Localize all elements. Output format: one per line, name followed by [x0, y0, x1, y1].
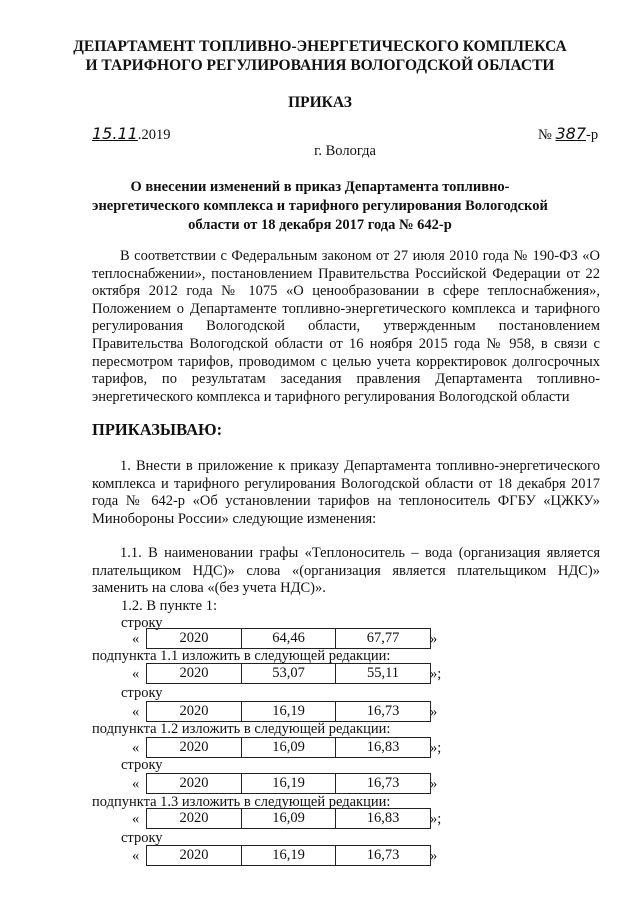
value-cell: 16,73	[336, 774, 431, 794]
item-1-2: 1.2. В пункте 1:	[121, 598, 217, 614]
year-cell: 2020	[147, 774, 242, 794]
handwritten-date: 15.11	[92, 124, 138, 143]
value-cell: 16,83	[336, 738, 431, 758]
close-quote: »;	[430, 740, 442, 756]
table-row	[147, 738, 431, 758]
order-date	[92, 124, 170, 144]
value-cell: 16,09	[242, 809, 336, 829]
number-prefix: №	[538, 127, 552, 143]
open-quote: «	[132, 740, 140, 756]
value-cell: 16,19	[242, 846, 336, 866]
value-cell: 53,07	[242, 664, 336, 684]
value-cell: 55,11	[336, 664, 431, 684]
order-word: ПРИКАЗЫВАЮ:	[92, 420, 223, 439]
rate-table	[146, 773, 431, 794]
value-cell: 16,19	[242, 774, 336, 794]
open-quote: «	[132, 704, 140, 720]
year-cell: 2020	[147, 629, 242, 649]
value-cell: 64,46	[242, 629, 336, 649]
item-1: 1. Внести в приложение к приказу Департамента топливно-энергетического комплекса и тарифного регулирования Вологодской области от 18 декабря 2017 года № 642-р «Об установлении тарифов на теплоноситель ФГБУ «ЦЖКУ» Минобороны России» следующие изменения:	[92, 458, 600, 527]
rate-table	[146, 701, 431, 722]
label-stroku: строку	[121, 615, 163, 631]
table-row	[147, 664, 431, 684]
open-quote: «	[132, 848, 140, 864]
close-quote: »	[430, 776, 438, 792]
year-cell: 2020	[147, 738, 242, 758]
value-cell: 16,73	[336, 702, 431, 722]
close-quote: »	[430, 848, 438, 864]
rate-table	[146, 737, 431, 758]
number-suffix: -р	[586, 127, 599, 143]
value-cell: 16,73	[336, 846, 431, 866]
label-stroku: строку	[121, 757, 163, 773]
open-quote: «	[132, 666, 140, 682]
close-quote: »;	[430, 811, 442, 827]
preamble-paragraph: В соответствии с Федеральным законом от 27 июля 2010 года № 190-ФЗ «О теплоснабжении», постановлением Правительства Российской Федерации от 22 октября 2012 года № 1075 «О ценообразовании в сфере теплоснабжения», Положением о Департаменте топливно-энергетического комплекса и тарифного регулирования Вологодской области, утвержденным постановлением Правительства Вологодской области от 16 ноября 2015 года № 958, в связи с пересмотром тарифов, проводимом с целью учета корректировок долгосрочных тарифов, по результатам заседания правления Департамента топливно-энергетического комплекса и тарифного регулирования Вологодской области	[92, 248, 600, 405]
close-quote: »;	[430, 666, 442, 682]
label-subitem-1-1: подпункта 1.1 изложить в следующей редакции:	[92, 648, 391, 664]
rate-table	[146, 663, 431, 684]
department-title-line-2: И ТАРИФНОГО РЕГУЛИРОВАНИЯ ВОЛОГОДСКОЙ ОБЛАСТИ	[85, 57, 555, 74]
rate-table	[146, 808, 431, 829]
open-quote: «	[132, 811, 140, 827]
year-cell: 2020	[147, 846, 242, 866]
year-cell: 2020	[147, 809, 242, 829]
table-row	[147, 809, 431, 829]
open-quote: «	[132, 776, 140, 792]
close-quote: »	[430, 631, 438, 647]
value-cell: 16,09	[242, 738, 336, 758]
label-subitem-1-3: подпункта 1.3 изложить в следующей редакции:	[92, 794, 391, 810]
order-subject: О внесении изменений в приказ Департамента топливно-энергетического комплекса и тарифного регулирования Вологодской области от 18 декабря 2017 года № 642-р	[92, 179, 548, 233]
close-quote: »	[430, 704, 438, 720]
value-cell: 16,83	[336, 809, 431, 829]
table-row	[147, 774, 431, 794]
document-type: ПРИКАЗ	[288, 94, 352, 111]
rate-table	[146, 845, 431, 866]
order-number	[538, 124, 598, 144]
rate-table	[146, 628, 431, 649]
handwritten-number: 387	[555, 124, 587, 143]
year-cell: 2020	[147, 702, 242, 722]
year-cell: 2020	[147, 664, 242, 684]
date-year: .2019	[137, 127, 171, 143]
table-row	[147, 702, 431, 722]
table-row	[147, 846, 431, 866]
label-stroku: строку	[121, 830, 163, 846]
value-cell: 67,77	[336, 629, 431, 649]
label-stroku: строку	[121, 685, 163, 701]
value-cell: 16,19	[242, 702, 336, 722]
department-title-line-1: ДЕПАРТАМЕНТ ТОПЛИВНО-ЭНЕРГЕТИЧЕСКОГО КОМПЛЕКСА	[73, 38, 567, 55]
table-row	[147, 629, 431, 649]
item-1-1: 1.1. В наименовании графы «Теплоноситель – вода (организация является плательщиком НДС)» слова «(организация является плательщиком НДС)» заменить на слова «(без учета НДС)».	[92, 545, 600, 597]
label-subitem-1-2: подпункта 1.2 изложить в следующей редакции:	[92, 721, 391, 737]
place: г. Вологда	[314, 143, 376, 159]
open-quote: «	[132, 631, 140, 647]
